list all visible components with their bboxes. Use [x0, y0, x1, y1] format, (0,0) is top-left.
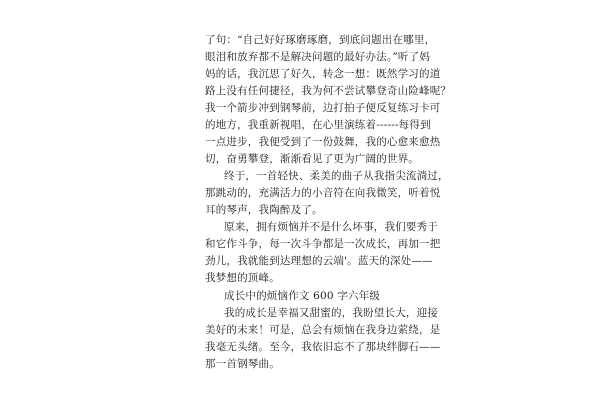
- text-line: 路上没有任何捷径，我为何不尝试攀登奇山险峰呢？: [205, 85, 452, 97]
- text-line: 美好的未来！可是，总会有烦恼在我身边萦绕，是: [205, 324, 441, 336]
- text-line: 了句：“自己好好琢磨琢磨，到底问题出在哪里，: [205, 34, 436, 46]
- text-line: 终于，一首轻快、柔美的曲子从我指尖流淌过，: [224, 170, 449, 182]
- text-line: 劲儿，我就能到达理想的云端'。蓝天的深处——: [205, 255, 433, 267]
- text-line: 我的成长是幸福又甜蜜的，我盼望长大，迎接: [224, 307, 438, 319]
- section-title: 成长中的烦恼作文 600 字六年级: [224, 290, 381, 302]
- text-line: 的地方，我重新视唱，在心里演练着------每得到: [205, 119, 431, 131]
- text-line: 耳的琴声，我陶醉及了。: [205, 204, 323, 216]
- text-line: 原来，拥有烦恼并不是什么坏事，我们要秀于: [224, 221, 438, 233]
- text-line: 那跳动的，充满活力的小音符在向我微笑，听着悦: [205, 187, 441, 199]
- text-line: 一点进步，我便受到了一份鼓舞，我的心愈来愈热: [205, 136, 441, 148]
- text-line: 切，奋勇攀登，渐渐看见了更为广阔的世界。: [205, 153, 419, 165]
- text-line: 眼泪和放弃都不是解决问题的最好办法。”听了妈: [205, 51, 431, 63]
- text-line: 和它作斗争，每一次斗争都是一次成长，再加一把: [205, 238, 441, 250]
- text-line: 妈的话，我沉思了好久，转念一想：既然学习的道: [205, 68, 441, 80]
- text-line: 我毫无头绪。至今，我依旧忘不了那块绊脚石——: [205, 341, 441, 353]
- text-line: 我一个箭步冲到钢琴前，边打拍子便反复练习卡可: [205, 102, 441, 114]
- text-line: 那一首钢琴曲。: [205, 358, 280, 370]
- text-line: 我梦想的顶峰。: [205, 272, 280, 284]
